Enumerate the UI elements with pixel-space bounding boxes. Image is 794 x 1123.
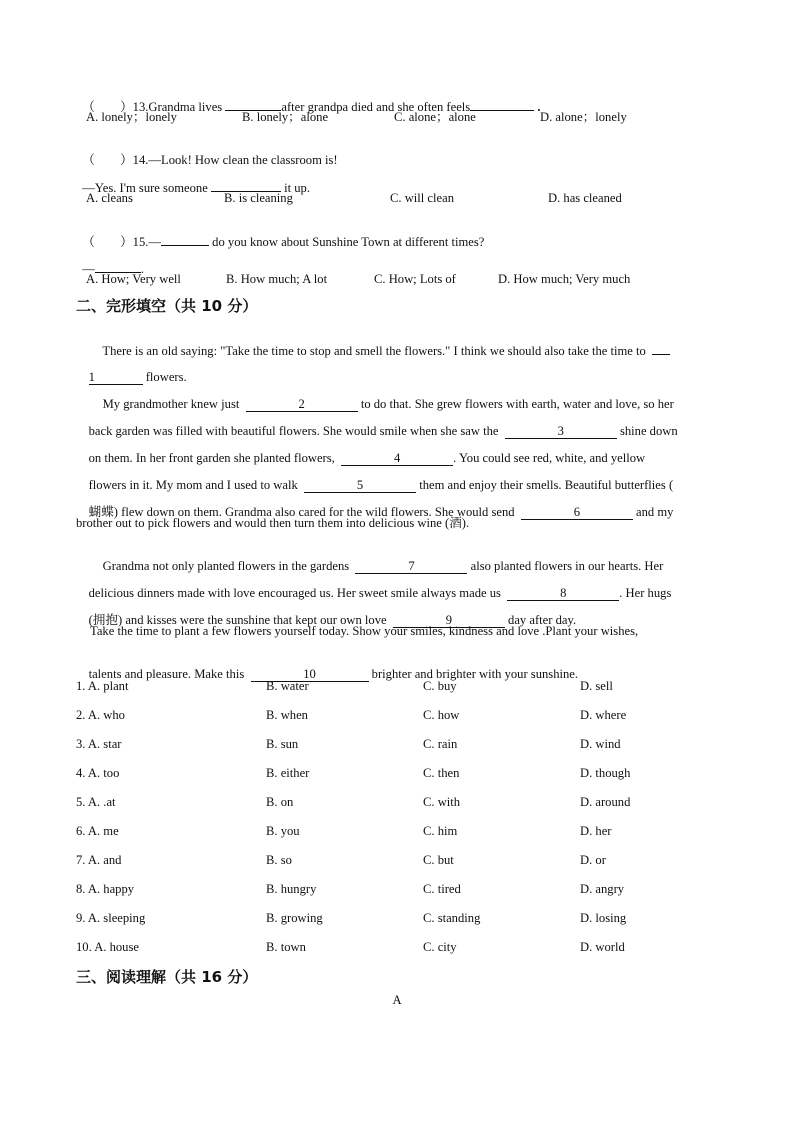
- option-d: D. How much; Very much: [498, 272, 631, 286]
- choice-10-d: D. world: [580, 940, 625, 954]
- choice-9-d: D. losing: [580, 911, 627, 925]
- option-d: D. alone；lonely: [540, 110, 627, 124]
- choice-5-a: 5. A. .at: [76, 795, 116, 809]
- choice-10-c: C. city: [423, 940, 457, 954]
- choice-1-d: D. sell: [580, 679, 613, 693]
- answer-paren: （ ）: [82, 235, 133, 249]
- option-c: C. How; Lots of: [374, 272, 456, 286]
- choice-6-a: 6. A. me: [76, 824, 119, 838]
- q15-reply: — .: [82, 262, 145, 276]
- choice-1-a: 1. A. plant: [76, 679, 129, 693]
- passage-label: A: [392, 993, 402, 1007]
- option-a: A. How; Very well: [86, 272, 181, 286]
- option-c: C. alone；alone: [394, 110, 476, 124]
- answer-paren: （ ）: [82, 100, 133, 114]
- choice-6-d: D. her: [580, 824, 612, 838]
- choice-7-a: 7. A. and: [76, 853, 122, 867]
- option-b: B. lonely；alone: [242, 110, 329, 124]
- section-title: 三、阅读理解（共 16 分）: [76, 968, 258, 986]
- cloze-blank: 7: [355, 559, 467, 574]
- choice-3-c: C. rain: [423, 737, 458, 751]
- answer-paren: （ ）: [82, 153, 133, 167]
- choice-7-c: C. but: [423, 853, 454, 867]
- q14-stem: （ ）14.—Look! How clean the classroom is!: [82, 153, 338, 167]
- section-title: 二、完形填空（共 10 分）: [76, 297, 258, 315]
- cloze-blank: 3: [505, 424, 617, 439]
- option-b: B. is cleaning: [224, 191, 293, 205]
- answer-blank: [470, 98, 534, 111]
- choice-9-a: 9. A. sleeping: [76, 911, 146, 925]
- cloze-blank: 2: [246, 397, 358, 412]
- choice-7-b: B. so: [266, 853, 292, 867]
- option-b: B. How much; A lot: [226, 272, 328, 286]
- choice-8-c: C. tired: [423, 882, 461, 896]
- choice-5-d: D. around: [580, 795, 631, 809]
- cloze-blank: 4: [341, 451, 453, 466]
- choice-3-d: D. wind: [580, 737, 621, 751]
- answer-blank: [161, 233, 209, 246]
- choice-8-d: D. angry: [580, 882, 625, 896]
- q14-reply: —Yes. I'm sure someone it up.: [82, 181, 311, 195]
- option-c: C. will clean: [390, 191, 455, 205]
- cloze-blank: 5: [304, 478, 416, 493]
- cloze-blank: 6: [521, 505, 633, 520]
- choice-4-d: D. though: [580, 766, 631, 780]
- cloze-blank: 8: [507, 586, 619, 601]
- q13-stem: （ ）13.Grandma lives after grandpa died and she often feels .: [82, 100, 541, 114]
- choice-4-a: 4. A. too: [76, 766, 120, 780]
- choice-6-b: B. you: [266, 824, 300, 838]
- option-a: A. lonely；lonely: [86, 110, 177, 124]
- choice-8-b: B. hungry: [266, 882, 317, 896]
- choice-5-b: B. on: [266, 795, 294, 809]
- choice-10-b: B. town: [266, 940, 306, 954]
- choice-1-c: C. buy: [423, 679, 457, 693]
- choice-9-c: C. standing: [423, 911, 481, 925]
- choice-2-c: C. how: [423, 708, 460, 722]
- choice-5-c: C. with: [423, 795, 461, 809]
- choice-8-a: 8. A. happy: [76, 882, 135, 896]
- cloze-blank: 10: [251, 667, 369, 682]
- choice-2-a: 2. A. who: [76, 708, 125, 722]
- option-d: D. has cleaned: [548, 191, 622, 205]
- choice-4-b: B. either: [266, 766, 310, 780]
- choice-3-b: B. sun: [266, 737, 299, 751]
- choice-7-d: D. or: [580, 853, 606, 867]
- option-a: A. cleans: [86, 191, 133, 205]
- choice-2-b: B. when: [266, 708, 308, 722]
- cloze-blank: 9: [393, 613, 505, 628]
- choice-4-c: C. then: [423, 766, 460, 780]
- cloze-blank: 1: [89, 370, 143, 385]
- choice-9-b: B. growing: [266, 911, 323, 925]
- choice-6-c: C. him: [423, 824, 458, 838]
- choice-1-b: B. water: [266, 679, 309, 693]
- q15-stem: （ ）15.— do you know about Sunshine Town at different times?: [82, 235, 485, 249]
- choice-10-a: 10. A. house: [76, 940, 139, 954]
- choice-3-a: 3. A. star: [76, 737, 122, 751]
- choice-2-d: D. where: [580, 708, 627, 722]
